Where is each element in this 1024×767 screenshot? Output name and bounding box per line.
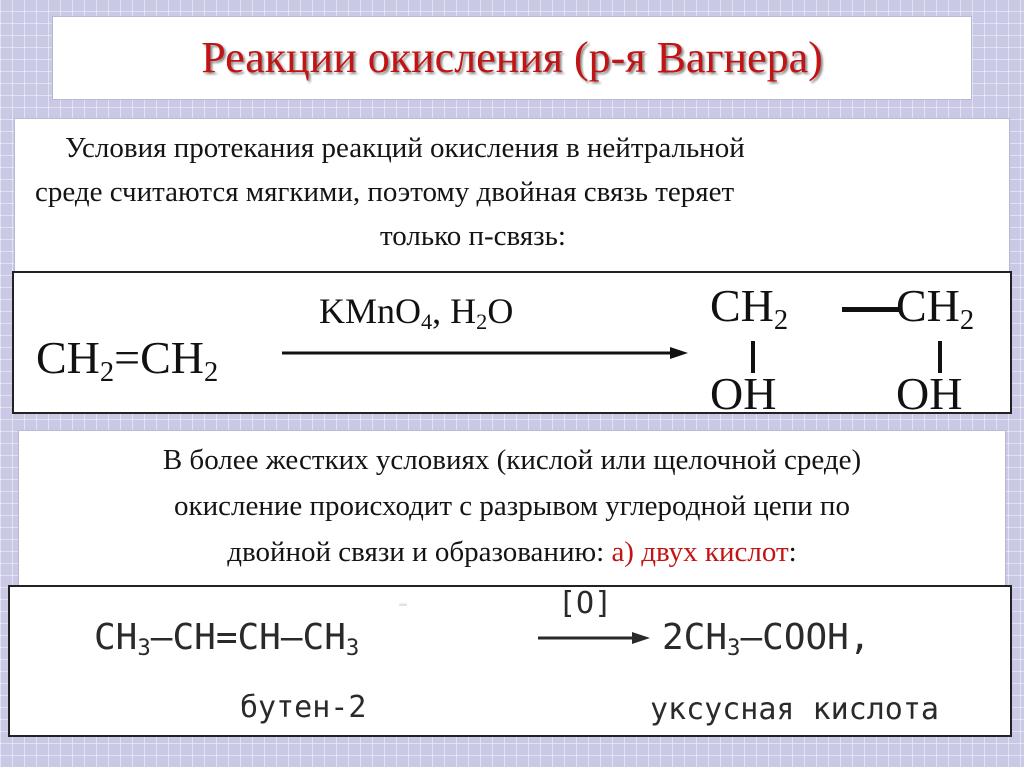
intro-line-1: Условия протекания реакций окисления в нейтральной <box>65 132 745 164</box>
intro-line-3: только п-связь: <box>380 220 566 252</box>
hard-conditions-line-2: окисление происходит с разрывом углеродной цепи по <box>174 490 850 522</box>
intro-text-panel <box>14 118 1010 273</box>
product-ch2-right: $CH_2$ <box>896 280 975 336</box>
ethylene-formula: $CH_2=CH_2$ <box>36 332 219 388</box>
reaction-arrow-2 <box>538 631 650 645</box>
product-oh-left: OH <box>710 368 777 419</box>
single-bond-horizontal <box>842 307 902 312</box>
equation-2-panel <box>8 585 1012 737</box>
slide-title: Реакции окисления (р-я Вагнера) <box>201 33 823 82</box>
equation-1-panel <box>12 271 1012 419</box>
butene-2-name: бутен-2 <box>240 690 367 725</box>
hard-conditions-line-3-colon: : <box>788 536 797 568</box>
two-acids-highlight: а) двух кислот <box>604 536 789 568</box>
faint-mark: - <box>394 586 413 621</box>
product-oh-right: OH <box>896 368 963 419</box>
title-panel <box>52 16 972 100</box>
reagent-kmno4-water: KMnO$_4$, $H_2O$ <box>319 291 514 335</box>
hard-conditions-panel <box>18 430 1006 586</box>
acetic-acid-name: уксусная кислота <box>650 692 939 727</box>
hard-conditions-line-1: В более жестких условиях (кислой или щелочной среде) <box>162 444 862 476</box>
acetic-acid-formula: $2CH_3—COOH$, <box>662 617 871 662</box>
reaction-arrow-1 <box>282 346 688 360</box>
butene-2-formula: $CH_3—CH=CH—CH_3$ <box>94 617 360 662</box>
hard-conditions-line-3-text: двойной связи и образованию: <box>227 536 605 568</box>
oxidant-label: [O] <box>558 586 613 621</box>
intro-line-2: среде считаются мягкими, поэтому двойная связь теряет <box>35 176 735 208</box>
product-ch2-left: $CH_2$ <box>710 280 789 336</box>
hard-conditions-line-3 <box>19 535 1005 569</box>
